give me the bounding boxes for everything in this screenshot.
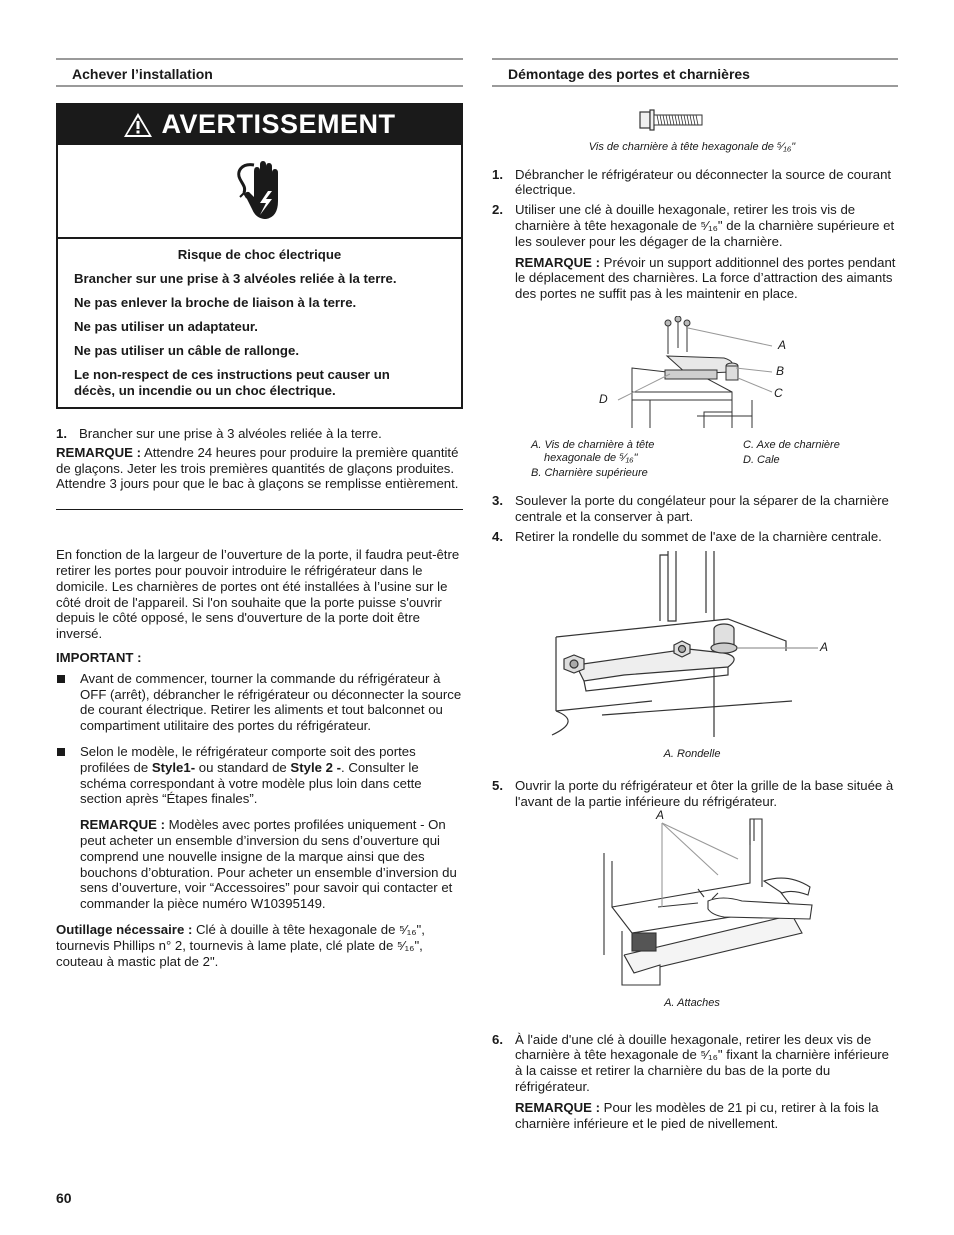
right-note-support: REMARQUE : Prévoir un support additionnel des portes pendant le déplacement des charnières. La force d’attraction des aimants des portes ne suffit pas à les maintenir en place. bbox=[515, 254, 896, 302]
bullet-square-icon bbox=[57, 748, 65, 756]
center-hinge-diagram bbox=[492, 551, 898, 741]
top-hinge-figure bbox=[492, 316, 898, 436]
top-hinge-diagram bbox=[492, 316, 898, 436]
screw-caption: Vis de charnière à tête hexagonale de ⁵⁄₁₆" bbox=[588, 140, 796, 153]
left-step-1: 1. Brancher sur une prise à 3 alvéoles reliée à la terre. bbox=[56, 426, 382, 442]
right-step-2: 2. Utiliser une clé à douille hexagonale, retirer les trois vis de charnière à tête hexagonale de ⁵⁄₁₆" de la charnière supérieure et les soulever pour les dégager de la charnière. bbox=[492, 202, 895, 249]
divider bbox=[56, 509, 463, 510]
bullet-2: Selon le modèle, le réfrigérateur comporte soit des portes profilées de Style1- ou standard de Style 2 -. Consulter le schéma correspondant à votre modèle plus loin dans cette section après “Étapes finales”. bbox=[56, 744, 463, 807]
intro-paragraph: En fonction de la largeur de l’ouverture de la porte, il faudra peut-être retirer les portes pour pouvoir introduire le réfrigérateur dans le domicile. Les charnières de portes ont été installées à l’usine sur le côté droit de l'appareil. Si l'on souhaite que la porte puisse s'ouvrir depuis le côté opposé, le sens d'ouverture de la porte doit être inversé. bbox=[56, 547, 460, 642]
right-column bbox=[492, 58, 898, 1131]
fig2-caption: A. Rondelle bbox=[663, 748, 721, 761]
right-step-4: 4. Retirer la rondelle du sommet de l'axe de la charnière centrale. bbox=[492, 528, 882, 544]
tools-required: Outillage nécessaire : Clé à douille à tête hexagonale de ⁵⁄₁₆", tournevis Phillips n° 2, tournevis à lame plate, clé plate de ⁵⁄₁₆", couteau à mastic plat de 2". bbox=[56, 921, 425, 969]
fig3-label-a: A bbox=[656, 807, 665, 822]
left-note: REMARQUE : Attendre 24 heures pour produire la première quantité de glaçons. Jeter les trois premières quantités de glaçons produites. Attendre 3 jours pour que le bac à glaçons se remplisse entièrement. bbox=[56, 444, 459, 492]
right-step-5: 5. Ouvrir la porte du réfrigérateur et ôter la grille de la base située à l'avant de la partie inférieure du réfrigérateur. bbox=[492, 778, 894, 809]
base-grille-figure bbox=[492, 807, 898, 990]
section-title-installation: Achever l’installation bbox=[56, 58, 463, 87]
warning-line-5: Le non-respect de ces instructions peut causer un décès, un incendie ou un choc électrique. bbox=[74, 367, 390, 399]
left-column bbox=[56, 58, 463, 969]
fig3-caption: A. Attaches bbox=[664, 996, 720, 1009]
right-step-3: 3. Soulever la porte du congélateur pour la séparer de la charnière centrale et la conserver à part. bbox=[492, 492, 889, 524]
base-grille-diagram bbox=[492, 815, 898, 990]
page-number: 60 bbox=[56, 1190, 72, 1206]
right-step-6: 6. À l'aide d'une clé à douille hexagonale, retirer les deux vis de charnière à tête hexagonale de ⁵⁄₁₆" fixant la charnière inférieure à la caisse et retirer la charnière du bas de la porte du réfrigérateur. bbox=[492, 1031, 890, 1094]
note-profiled-doors: REMARQUE : Modèles avec portes profilées uniquement - On peut acheter un ensemble d’inversion du sens d’ouverture qui comprend une nouvelle insigne de la marque ainsi que des bouchons d’obturation. Pour acheter un ensemble d’inversion du sens d’ouverture, voir “Accessoires” pour savoir qui contacter et commander la pièce numéro W10395149. bbox=[80, 817, 457, 912]
top-hinge-legend: A. Vis de charnière à tête hexagonale de ⁵⁄₁₆" B. Charnière supérieure C. Axe de charnière D. Cale bbox=[531, 438, 840, 479]
warning-title bbox=[58, 105, 461, 145]
warning-title-text: AVERTISSEMENT bbox=[161, 109, 396, 140]
bullet-square-icon bbox=[57, 675, 65, 683]
warning-risk: Risque de choc électrique bbox=[177, 247, 342, 262]
right-note-21cuft: REMARQUE : Pour les modèles de 21 pi cu, retirer à la fois la charnière inférieure et le pied de nivellement. bbox=[515, 1099, 879, 1131]
bullet-1: Avant de commencer, tourner la commande du réfrigérateur à OFF (arrêt), débrancher le réfrigérateur ou déconnecter la source de courant électrique. Retirer les aliments et tout balconnet ou compartiment utilitaire des portes du réfrigérateur. bbox=[56, 671, 463, 734]
warning-line-4: Ne pas utiliser un câble de rallonge. bbox=[74, 343, 299, 359]
fig2-label-a: A bbox=[820, 640, 829, 655]
fig1-label-a: A bbox=[778, 337, 787, 352]
hex-screw-icon bbox=[639, 109, 705, 131]
fig1-label-b: B bbox=[776, 363, 785, 378]
warning-text bbox=[58, 239, 461, 407]
section-title-door-removal: Démontage des portes et charnières bbox=[492, 58, 898, 87]
right-step-1: 1. Débrancher le réfrigérateur ou déconnecter la source de courant électrique. bbox=[492, 166, 892, 198]
center-hinge-figure bbox=[492, 551, 898, 741]
screw-figure bbox=[446, 109, 898, 135]
important-label: IMPORTANT : bbox=[56, 650, 142, 666]
warning-box bbox=[56, 103, 463, 409]
warning-line-1: Brancher sur une prise à 3 alvéoles reliée à la terre. bbox=[74, 271, 397, 287]
warning-line-2: Ne pas enlever la broche de liaison à la terre. bbox=[74, 295, 357, 311]
warning-line-3: Ne pas utiliser un adaptateur. bbox=[74, 319, 258, 335]
fig1-label-c: C bbox=[774, 385, 783, 400]
warning-icon-area bbox=[58, 145, 461, 239]
warning-triangle-icon bbox=[123, 112, 153, 138]
fig1-label-d: D bbox=[599, 391, 608, 406]
electric-shock-hand-icon bbox=[224, 157, 294, 227]
